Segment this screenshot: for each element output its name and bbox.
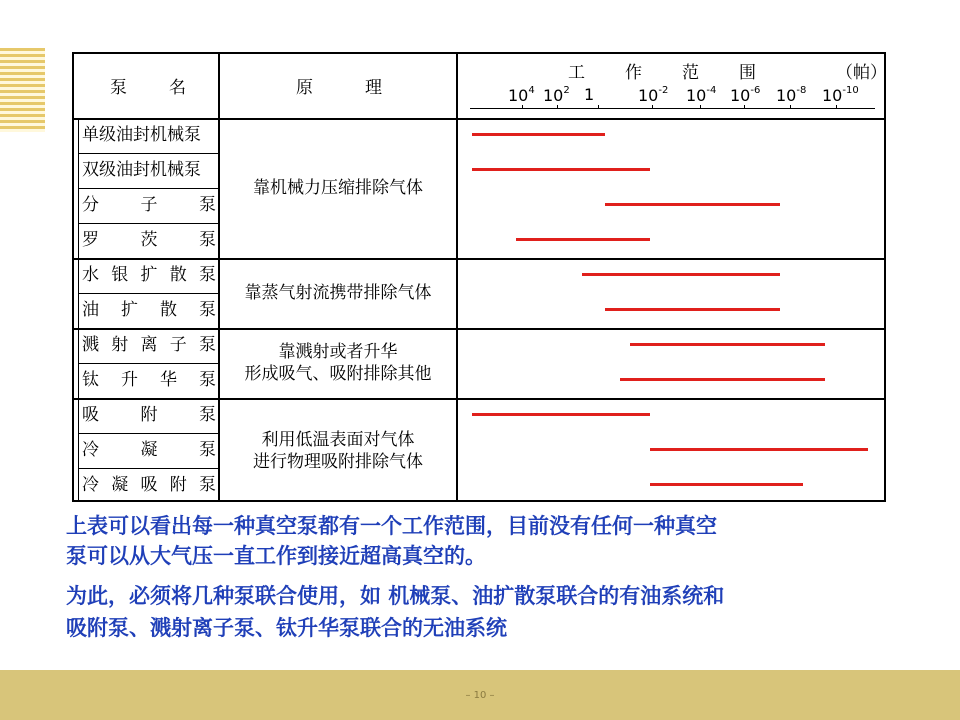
range-bar-0 <box>472 133 605 136</box>
text-part: 钛 <box>82 370 99 390</box>
tick-base: 10 <box>776 86 797 105</box>
range-bar-10 <box>650 483 803 486</box>
range-bar-4 <box>582 273 780 276</box>
pump-name-1 <box>82 160 216 180</box>
range-bar-2 <box>605 203 780 206</box>
text-part: 溅 <box>82 335 99 355</box>
header-divider <box>72 118 886 120</box>
text-part: 离 <box>140 335 158 355</box>
text-part: 冷 <box>82 475 99 495</box>
tick-exponent: 4 <box>528 85 535 96</box>
tick-label <box>543 85 570 105</box>
note-line: 吸附泵、溅射离子泵、钛升华泵联合的无油系统 <box>66 616 507 640</box>
text-part: 吸 <box>82 405 99 425</box>
text-part: 子 <box>140 195 158 215</box>
note-line: 泵可以从大气压一直工作到接近超高真空的。 <box>66 544 486 568</box>
pump-name-2 <box>82 195 216 215</box>
text-part: 散 <box>169 265 187 285</box>
axis-tick <box>652 105 653 109</box>
text-part: 子 <box>169 335 187 355</box>
pump-name-0 <box>82 125 216 145</box>
text-part: 泵 <box>199 265 216 285</box>
range-bar-6 <box>630 343 825 346</box>
text-part: 扩 <box>121 300 138 320</box>
note-line: 为此，必须将几种泵联合使用，如 机械泵、油扩散泵联合的有油系统和 <box>66 584 725 608</box>
text-part: 水 <box>82 265 99 285</box>
pump-name-5 <box>82 300 216 320</box>
range-bar-7 <box>620 378 825 381</box>
text-part: 单级油封机械泵 <box>82 125 201 145</box>
axis-tick <box>700 105 701 109</box>
tick-exponent: -8 <box>796 85 807 96</box>
range-bar-5 <box>605 308 780 311</box>
row-divider <box>78 468 218 469</box>
text-part: 银 <box>111 265 129 285</box>
range-title-char: 围 <box>739 63 756 83</box>
text-part: 射 <box>111 335 129 355</box>
axis-tick <box>557 105 558 109</box>
text-part: 原 <box>296 78 313 98</box>
tick-base: 10 <box>508 86 529 105</box>
page-number: – 10 – <box>465 690 495 701</box>
tick-exponent: 2 <box>563 85 570 96</box>
tick-base: 10 <box>686 86 707 105</box>
text-part: 茨 <box>140 230 158 250</box>
range-bar-1 <box>472 168 650 171</box>
principle-text-1 <box>220 282 456 304</box>
tick-label <box>584 85 594 104</box>
principle-text-0 <box>220 177 456 199</box>
header-range-title <box>568 58 796 83</box>
group-divider <box>72 328 886 330</box>
header-unit: （帕） <box>836 63 887 83</box>
pump-name-4 <box>82 265 216 285</box>
text-part: 吸 <box>140 475 158 495</box>
principle-text-3 <box>220 429 456 473</box>
text-part: 泵 <box>199 370 216 390</box>
header-principle <box>296 78 382 98</box>
name-inner-border <box>78 118 79 502</box>
tick-label <box>686 85 716 105</box>
text-part: 升 <box>121 370 138 390</box>
pump-name-8 <box>82 405 216 425</box>
axis-tick <box>522 105 523 109</box>
axis-tick <box>598 105 599 109</box>
tick-label <box>638 85 668 105</box>
range-axis-line <box>470 108 875 109</box>
pump-name-6 <box>82 335 216 355</box>
row-divider <box>78 188 218 189</box>
text-part: 冷 <box>82 440 99 460</box>
axis-tick <box>790 105 791 109</box>
range-title-char: 工 <box>568 63 585 83</box>
pump-name-9 <box>82 440 216 460</box>
text-part: 泵 <box>199 300 216 320</box>
text-part: 理 <box>365 78 382 98</box>
text-part: 双级油封机械泵 <box>82 160 201 180</box>
principle-line: 靠溅射或者升华 <box>278 342 398 362</box>
tick-base: 1 <box>584 85 595 104</box>
text-part: 油 <box>82 300 99 320</box>
tick-base: 10 <box>543 86 564 105</box>
row-divider <box>78 223 218 224</box>
axis-tick <box>836 105 837 109</box>
range-title-char: 范 <box>682 63 699 83</box>
range-title-char: 作 <box>625 63 642 83</box>
range-bar-8 <box>472 413 650 416</box>
pump-name-3 <box>82 230 216 250</box>
decorative-stripes <box>0 48 45 132</box>
text-part: 泵 <box>110 78 127 98</box>
text-part: 分 <box>82 195 99 215</box>
principle-line: 利用低温表面对气体 <box>261 429 415 450</box>
row-divider <box>78 363 218 364</box>
range-bar-9 <box>650 448 868 451</box>
pump-name-7 <box>82 370 216 390</box>
text-part: 华 <box>160 370 177 390</box>
principle-line: 进行物理吸附排除气体 <box>253 451 423 472</box>
principle-line: 形成吸气、吸附排除其他 <box>244 364 432 384</box>
text-part: 凝 <box>140 440 158 460</box>
text-part: 附 <box>169 475 187 495</box>
text-part: 泵 <box>199 405 216 425</box>
tick-base: 10 <box>822 86 843 105</box>
header-pump-name <box>110 78 186 98</box>
text-part: 附 <box>140 405 158 425</box>
note-line: 上表可以看出每一种真空泵都有一个工作范围，目前没有任何一种真空 <box>66 514 717 538</box>
tick-base: 10 <box>730 86 751 105</box>
principle-line: 靠机械力压缩排除气体 <box>253 178 423 198</box>
text-part: 名 <box>169 78 186 98</box>
tick-label <box>822 85 859 105</box>
text-part: 泵 <box>199 440 216 460</box>
principle-line: 靠蒸气射流携带排除气体 <box>244 283 432 303</box>
tick-exponent: -10 <box>842 85 859 96</box>
tick-base: 10 <box>638 86 659 105</box>
text-part: 散 <box>160 300 177 320</box>
text-part: 泵 <box>199 230 216 250</box>
group-divider <box>72 258 886 260</box>
row-divider <box>78 433 218 434</box>
text-part: 泵 <box>199 195 216 215</box>
tick-exponent: -2 <box>658 85 669 96</box>
tick-label <box>776 85 806 105</box>
pump-name-10 <box>82 475 216 495</box>
group-divider <box>72 398 886 400</box>
text-part: 泵 <box>199 475 216 495</box>
text-part: 凝 <box>111 475 129 495</box>
principle-text-2 <box>220 341 456 385</box>
tick-exponent: -4 <box>706 85 717 96</box>
row-divider <box>78 153 218 154</box>
tick-label <box>730 85 760 105</box>
text-part: 罗 <box>82 230 99 250</box>
tick-exponent: -6 <box>750 85 761 96</box>
text-part: 扩 <box>140 265 158 285</box>
tick-label <box>508 85 535 105</box>
text-part: 泵 <box>199 335 216 355</box>
range-bar-3 <box>516 238 650 241</box>
row-divider <box>78 293 218 294</box>
axis-tick <box>744 105 745 109</box>
